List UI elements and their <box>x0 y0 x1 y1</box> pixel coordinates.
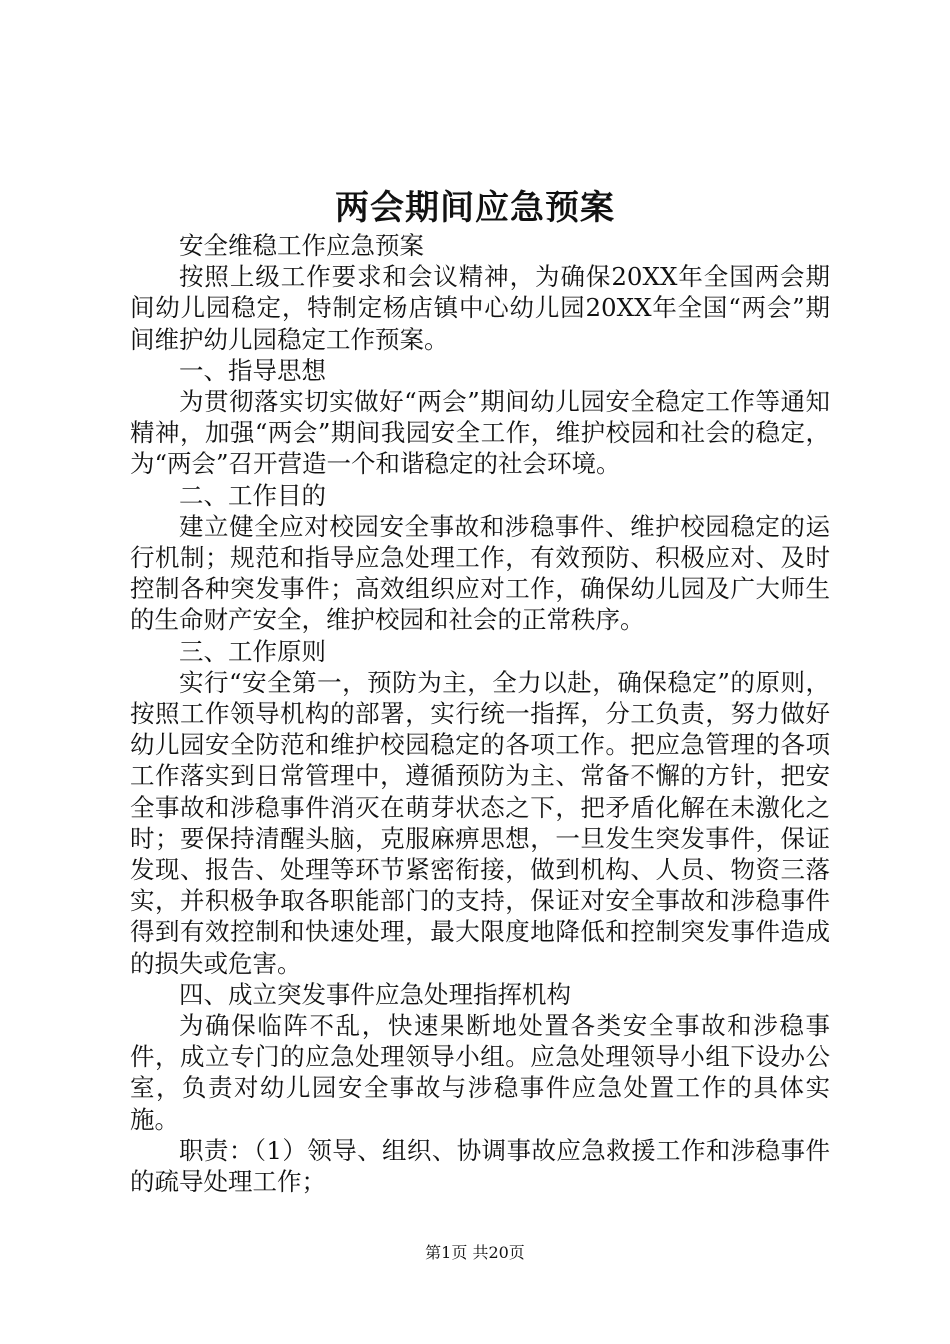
section-heading-work-purpose: 二、工作目的 <box>179 480 326 510</box>
section-heading-guiding-ideology: 一、指导思想 <box>179 355 326 385</box>
page-footer: 第1页 共20页 <box>425 1243 525 1262</box>
document-title: 两会期间应急预案 <box>335 188 615 228</box>
section-heading-command-structure: 四、成立突发事件应急处理指挥机构 <box>179 979 571 1009</box>
section-heading-work-principles: 三、工作原则 <box>179 636 326 666</box>
paragraph-subtitle: 安全维稳工作应急预案 <box>179 231 424 260</box>
paragraph-responsibilities: 职责：（1）领导、组织、协调事故应急救援工作和涉稳事件的疏导处理工作； <box>130 1135 830 1197</box>
document-body <box>130 230 830 1197</box>
paragraph-guiding-ideology: 为贯彻落实切实做好“两会”期间幼儿园安全稳定工作等通知精神，加强“两会”期间我园安全工作，维护校园和社会的稳定，为“两会”召开营造一个和谐稳定的社会环境。 <box>130 387 830 479</box>
paragraph-command-structure: 为确保临阵不乱，快速果断地处置各类安全事故和涉稳事件，成立专门的应急处理领导小组。应急处理领导小组下设办公室，负责对幼儿园安全事故与涉稳事件应急处置工作的具体实施。 <box>130 1011 830 1134</box>
paragraph-intro: 按照上级工作要求和会议精神，为确保20XX年全国两会期间幼儿园稳定，特制定杨店镇中心幼儿园20XX年全国“两会”期间维护幼儿园稳定工作预案。 <box>130 262 830 354</box>
paragraph-work-purpose: 建立健全应对校园安全事故和涉稳事件、维护校园稳定的运行机制；规范和指导应急处理工作，有效预防、积极应对、及时控制各种突发事件；高效组织应对工作，确保幼儿园及广大师生的生命财产安全，维护校园和社会的正常秩序。 <box>130 511 830 635</box>
paragraph-work-principles: 实行“安全第一，预防为主，全力以赴，确保稳定”的原则，按照工作领导机构的部署，实行统一指挥，分工负责，努力做好幼儿园安全防范和维护校园稳定的各项工作。把应急管理的各项工作落实到日常管理中，遵循预防为主、常备不懈的方针，把安全事故和涉稳事件消灭在萌芽状态之下，把矛盾化解在未激化之时；要保持清醒头脑，克服麻痹思想，一旦发生突发事件，保证发现、报告、处理等环节紧密衔接，做到机构、人员、物资三落实，并积极争取各职能部门的支持，保证对安全事故和涉稳事件得到有效控制和快速处理，最大限度地降低和控制突发事件造成的损失或危害。 <box>130 667 830 978</box>
